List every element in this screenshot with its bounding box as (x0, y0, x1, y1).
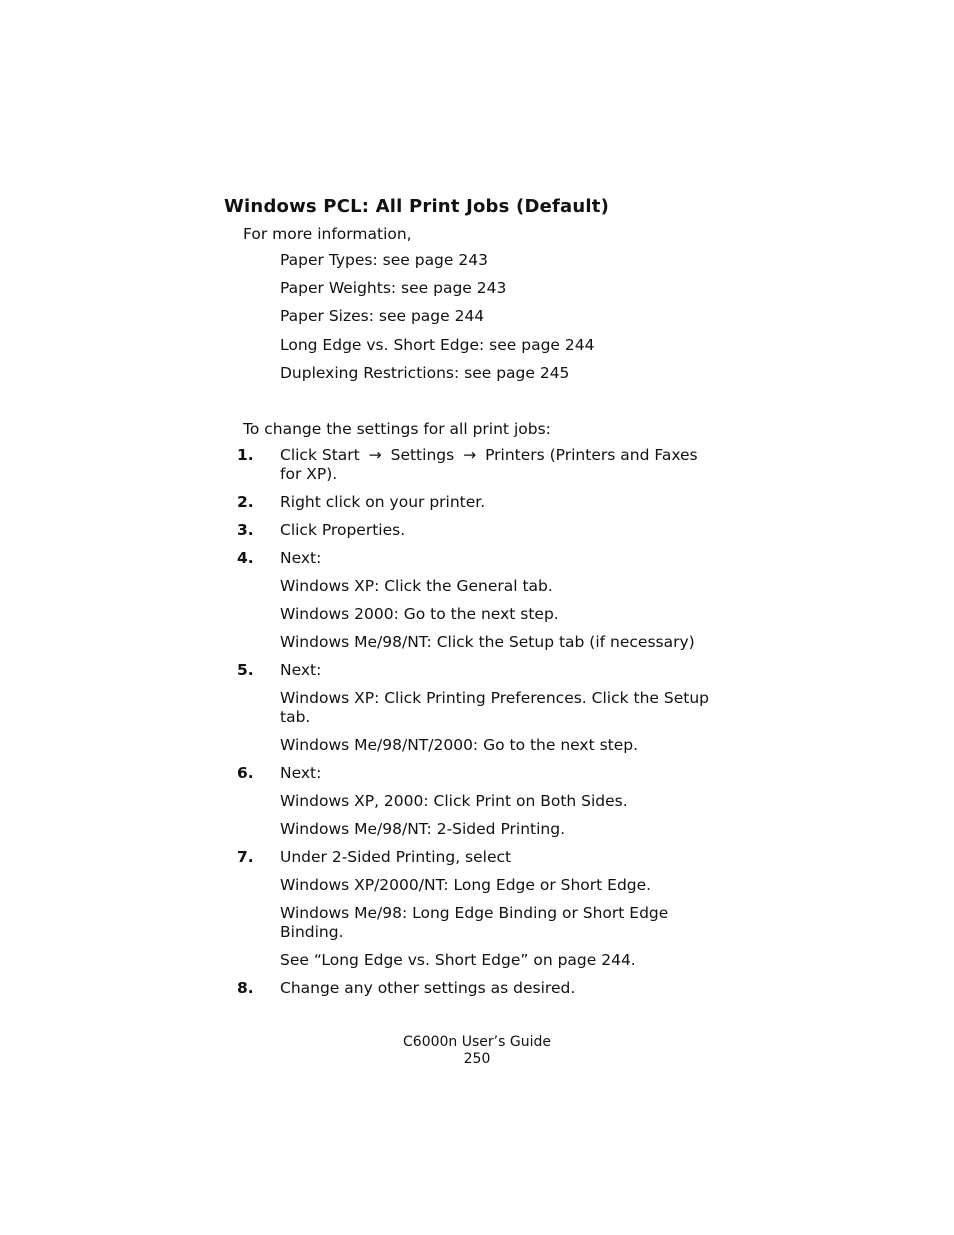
intro-text: For more information, (243, 225, 412, 243)
step-6-sub-me: Windows Me/98/NT: 2-Sided Printing. (280, 820, 565, 838)
step-7-see-reference: See “Long Edge vs. Short Edge” on page 244. (280, 951, 636, 969)
step-number: 8. (237, 979, 254, 997)
section-heading: Windows PCL: All Print Jobs (Default) (224, 196, 609, 217)
step-5-sub-xp-line2: tab. (280, 708, 311, 726)
right-arrow-icon: → (463, 446, 477, 464)
instructions-intro: To change the settings for all print jobs: (243, 420, 551, 438)
step-1-settings: Settings (390, 446, 455, 464)
step-5-text: Next: (280, 661, 322, 679)
step-number: 4. (237, 549, 254, 567)
reference-paper-sizes: Paper Sizes: see page 244 (280, 307, 485, 325)
right-arrow-icon: → (368, 446, 382, 464)
step-1-printers: Printers (Printers and Faxes (485, 446, 698, 464)
step-6-sub-xp: Windows XP, 2000: Click Print on Both Sides. (280, 792, 628, 810)
step-5-sub-xp-line1: Windows XP: Click Printing Preferences. Click the Setup (280, 689, 709, 707)
step-7-sub-xp: Windows XP/2000/NT: Long Edge or Short Edge. (280, 876, 652, 894)
step-8-text: Change any other settings as desired. (280, 979, 576, 997)
reference-long-short-edge: Long Edge vs. Short Edge: see page 244 (280, 336, 595, 354)
step-1-text-line2: for XP). (280, 465, 338, 483)
footer-title: C6000n User’s Guide (403, 1034, 551, 1050)
page-number: 250 (463, 1051, 491, 1067)
step-1-text (280, 446, 698, 465)
step-4-sub-xp: Windows XP: Click the General tab. (280, 577, 553, 595)
step-number: 7. (237, 848, 254, 866)
reference-duplexing-restrictions: Duplexing Restrictions: see page 245 (280, 364, 570, 382)
step-number: 3. (237, 521, 254, 539)
step-5-sub-me: Windows Me/98/NT/2000: Go to the next step. (280, 736, 639, 754)
step-4-text: Next: (280, 549, 322, 567)
reference-paper-weights: Paper Weights: see page 243 (280, 279, 507, 297)
step-4-sub-me: Windows Me/98/NT: Click the Setup tab (if necessary) (280, 633, 695, 651)
step-6-text: Next: (280, 764, 322, 782)
step-7-sub-me-line2: Binding. (280, 923, 344, 941)
step-number: 5. (237, 661, 254, 679)
step-3-text: Click Properties. (280, 521, 406, 539)
step-1-start: Click Start (280, 446, 360, 464)
step-number: 1. (237, 446, 254, 464)
reference-paper-types: Paper Types: see page 243 (280, 251, 488, 269)
step-7-sub-me-line1: Windows Me/98: Long Edge Binding or Short Edge (280, 904, 669, 922)
step-4-sub-2000: Windows 2000: Go to the next step. (280, 605, 559, 623)
step-number: 2. (237, 493, 254, 511)
step-2-text: Right click on your printer. (280, 493, 486, 511)
step-number: 6. (237, 764, 254, 782)
step-7-text: Under 2-Sided Printing, select (280, 848, 512, 866)
